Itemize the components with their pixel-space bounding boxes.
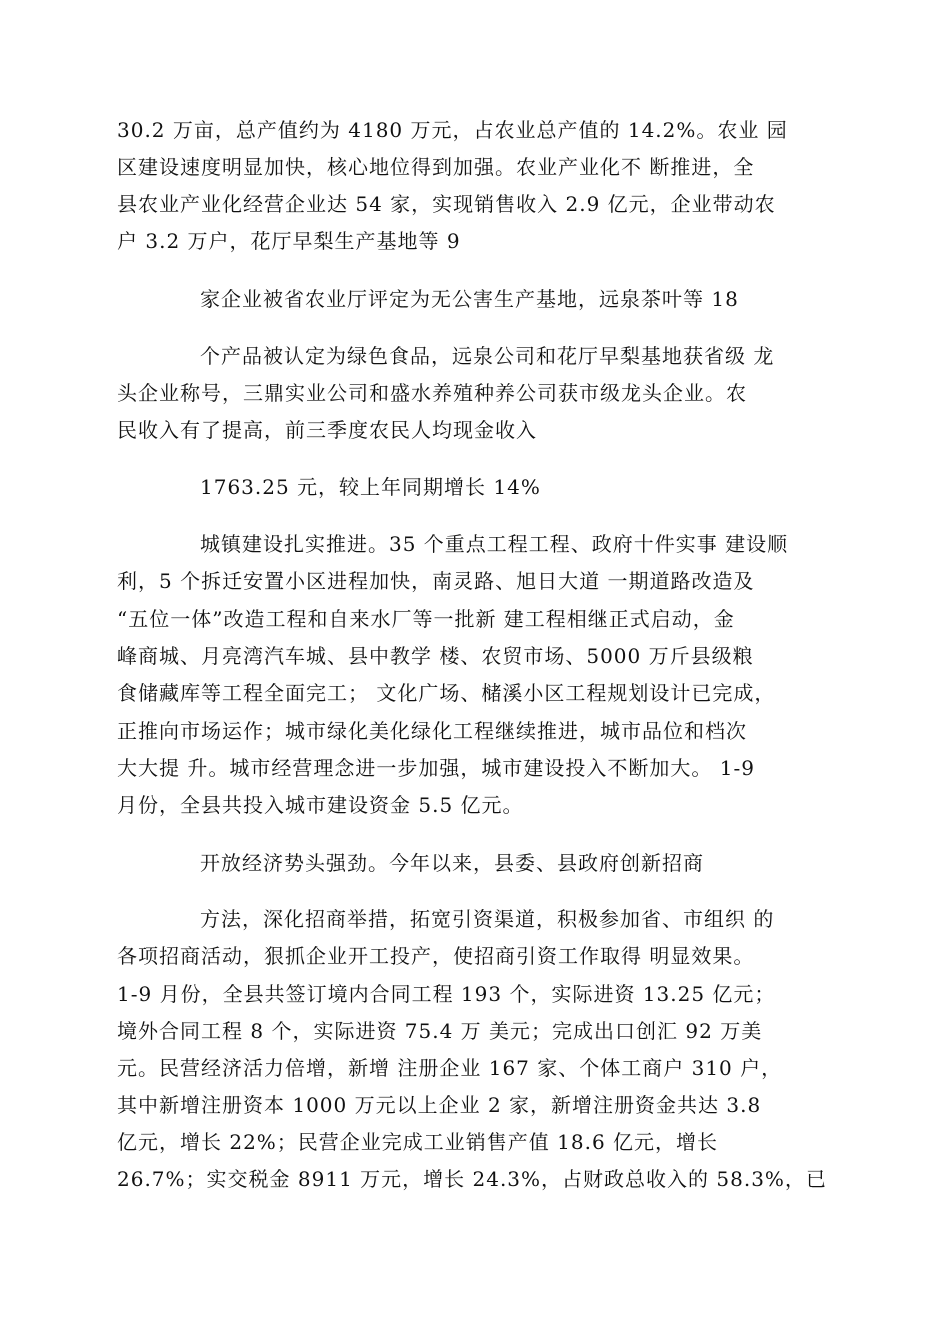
text-line: 县农业产业化经营企业达 54 家，实现销售收入 2.9 亿元，企业带动农	[117, 192, 776, 216]
text-line: 26.7%；实交税金 8911 万元，增长 24.3%，占财政总收入的 58.3%，已	[117, 1167, 827, 1191]
paragraph-line: 个产品被认定为绿色食品，远泉公司和花厅早梨基地获省级 龙	[200, 344, 775, 368]
text-line: “五位一体”改造工程和自来水厂等一批新 建工程相继正式启动，金	[117, 607, 735, 631]
text-line: 民收入有了提高，前三季度农民人均现金收入	[117, 418, 537, 442]
paragraph-line: 开放经济势头强劲。今年以来，县委、县政府创新招商	[200, 851, 704, 875]
text-line: 其中新增注册资本 1000 万元以上企业 2 家，新增注册资金共达 3.8	[117, 1093, 762, 1117]
text-line: 月份，全县共投入城市建设资金 5.5 亿元。	[117, 793, 524, 817]
paragraph-line: 家企业被省农业厅评定为无公害生产基地，远泉茶叶等 18	[200, 287, 739, 311]
text-line: 正推向市场运作；城市绿化美化绿化工程继续推进，城市品位和档次	[117, 719, 747, 743]
text-line: 境外合同工程 8 个，实际进资 75.4 万 美元；完成出口创汇 92 万美	[117, 1019, 763, 1043]
text-line: 峰商城、月亮湾汽车城、县中教学 楼、农贸市场、5000 万斤县级粮	[117, 644, 754, 668]
paragraph-line: 城镇建设扎实推进。35 个重点工程工程、政府十件实事 建设顺	[200, 532, 789, 556]
text-line: 亿元，增长 22%；民营企业完成工业销售产值 18.6 亿元，增长	[117, 1130, 719, 1154]
text-line: 元。民营经济活力倍增，新增 注册企业 167 家、个体工商户 310 户，	[117, 1056, 783, 1080]
paragraph-line: 1763.25 元，较上年同期增长 14%	[200, 475, 541, 499]
text-line: 利，5 个拆迁安置小区进程加快，南灵路、旭日大道 一期道路改造及	[117, 569, 755, 593]
text-line: 食储藏库等工程全面完工； 文化广场、槠溪小区工程规划设计已完成，	[117, 681, 776, 705]
text-line: 头企业称号，三鼎实业公司和盛水养殖种养公司获市级龙头企业。农	[117, 381, 747, 405]
text-line: 30.2 万亩，总产值约为 4180 万元，占农业总产值的 14.2%。农业 园	[117, 118, 788, 142]
text-line: 户 3.2 万户，花厅早梨生产基地等 9	[117, 229, 461, 253]
text-line: 大大提 升。城市经营理念进一步加强，城市建设投入不断加大。 1-9	[117, 756, 755, 780]
paragraph-line: 方法，深化招商举措，拓宽引资渠道，积极参加省、市组织 的	[200, 907, 775, 931]
text-line: 区建设速度明显加快，核心地位得到加强。农业产业化不 断推进，全	[117, 155, 755, 179]
text-line: 1-9 月份，全县共签订境内合同工程 193 个，实际进资 13.25 亿元；	[117, 982, 776, 1006]
text-line: 各项招商活动，狠抓企业开工投产，使招商引资工作取得 明显效果。	[117, 944, 755, 968]
